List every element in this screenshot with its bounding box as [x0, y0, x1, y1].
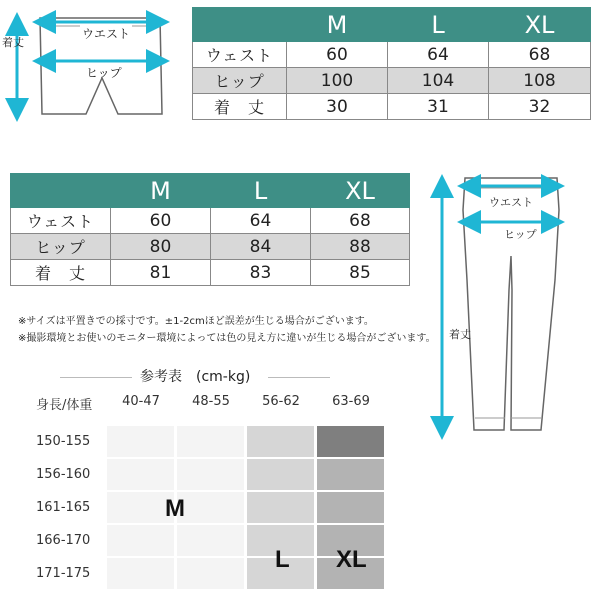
size-header-row — [193, 8, 591, 42]
ref-cell — [177, 525, 244, 556]
pants-hip-label: ヒップ — [504, 228, 537, 241]
ref-cell — [107, 459, 174, 490]
table-cell: 85 — [311, 260, 410, 286]
table-cell: 104 — [388, 68, 489, 94]
row-label: ウェスト — [11, 208, 111, 234]
ref-cell — [107, 525, 174, 556]
size-xl-header: XL — [311, 174, 410, 208]
ref-weight-header: 56-62 — [262, 394, 300, 409]
size-xl-header: XL — [489, 8, 591, 42]
ref-weight-header: 48-55 — [192, 394, 230, 409]
top-size-table — [192, 7, 591, 120]
table-cell: 81 — [111, 260, 211, 286]
ref-corner-label: 身長/体重 — [36, 398, 93, 413]
ref-size-xl: XL — [336, 546, 367, 573]
row-label: ウェスト — [193, 42, 287, 68]
row-label: 着 丈 — [11, 260, 111, 286]
header-blank — [193, 8, 287, 42]
ref-weight-header: 40-47 — [122, 394, 160, 409]
ref-title-line-left — [60, 377, 132, 378]
table-cell: 68 — [311, 208, 410, 234]
ref-height-label: 166-170 — [36, 533, 91, 548]
ref-size-m: M — [165, 495, 185, 522]
ref-cell — [107, 426, 174, 457]
table-cell: 80 — [111, 234, 211, 260]
row-label: ヒップ — [11, 234, 111, 260]
pants-length-label: 着丈 — [449, 328, 471, 341]
table-cell: 60 — [111, 208, 211, 234]
ref-cell — [247, 459, 314, 490]
ref-height-label: 161-165 — [36, 500, 91, 515]
waist-row — [193, 42, 591, 68]
size-m-header: M — [287, 8, 388, 42]
ref-cell — [317, 492, 384, 523]
ref-cell — [247, 492, 314, 523]
ref-title-line-right — [268, 377, 330, 378]
table-cell: 88 — [311, 234, 410, 260]
hip-row — [11, 234, 410, 260]
pants-outline — [463, 178, 559, 430]
size-m-header: M — [111, 174, 211, 208]
header-blank — [11, 174, 111, 208]
row-label: ヒップ — [193, 68, 287, 94]
size-l-header: L — [211, 174, 311, 208]
shorts-length-label: 着丈 — [2, 36, 24, 49]
length-row — [193, 94, 591, 120]
ref-cell — [247, 426, 314, 457]
table-cell: 84 — [211, 234, 311, 260]
table-cell: 30 — [287, 94, 388, 120]
table-cell: 32 — [489, 94, 591, 120]
waist-row — [11, 208, 410, 234]
shorts-waist-label: ウエスト — [82, 27, 131, 41]
pants-diagram — [425, 170, 600, 455]
ref-cell — [177, 558, 244, 589]
table-cell: 68 — [489, 42, 591, 68]
note-measurement: ※サイズは平置きでの採寸です。±1-2cmほど誤差が生じる場合がございます。 — [18, 316, 374, 327]
ref-title: 参考表 (cm-kg) — [140, 369, 251, 385]
hip-row — [193, 68, 591, 94]
table-cell: 31 — [388, 94, 489, 120]
ref-cell — [177, 426, 244, 457]
ref-cell — [317, 426, 384, 457]
table-cell: 108 — [489, 68, 591, 94]
ref-cell — [107, 492, 174, 523]
table-cell: 60 — [287, 42, 388, 68]
pants-waist-label: ウエスト — [489, 196, 533, 209]
shorts-hip-label: ヒップ — [86, 66, 122, 80]
ref-cell — [107, 558, 174, 589]
row-label: 着 丈 — [193, 94, 287, 120]
ref-cell — [177, 492, 244, 523]
table-cell: 64 — [211, 208, 311, 234]
table-cell: 100 — [287, 68, 388, 94]
ref-height-label: 156-160 — [36, 467, 91, 482]
note-color: ※撮影環境とお使いのモニター環境によっては色の見え方に違いが生じる場合がございます。 — [18, 333, 436, 344]
ref-height-label: 171-175 — [36, 566, 91, 581]
size-l-header: L — [388, 8, 489, 42]
table-cell: 64 — [388, 42, 489, 68]
size-header-row — [11, 174, 410, 208]
length-row — [11, 260, 410, 286]
ref-size-l: L — [275, 546, 290, 573]
ref-cell — [317, 459, 384, 490]
table-cell: 83 — [211, 260, 311, 286]
ref-height-label: 150-155 — [36, 434, 91, 449]
ref-cell — [177, 459, 244, 490]
bottom-size-table — [10, 173, 410, 286]
ref-weight-header: 63-69 — [332, 394, 370, 409]
